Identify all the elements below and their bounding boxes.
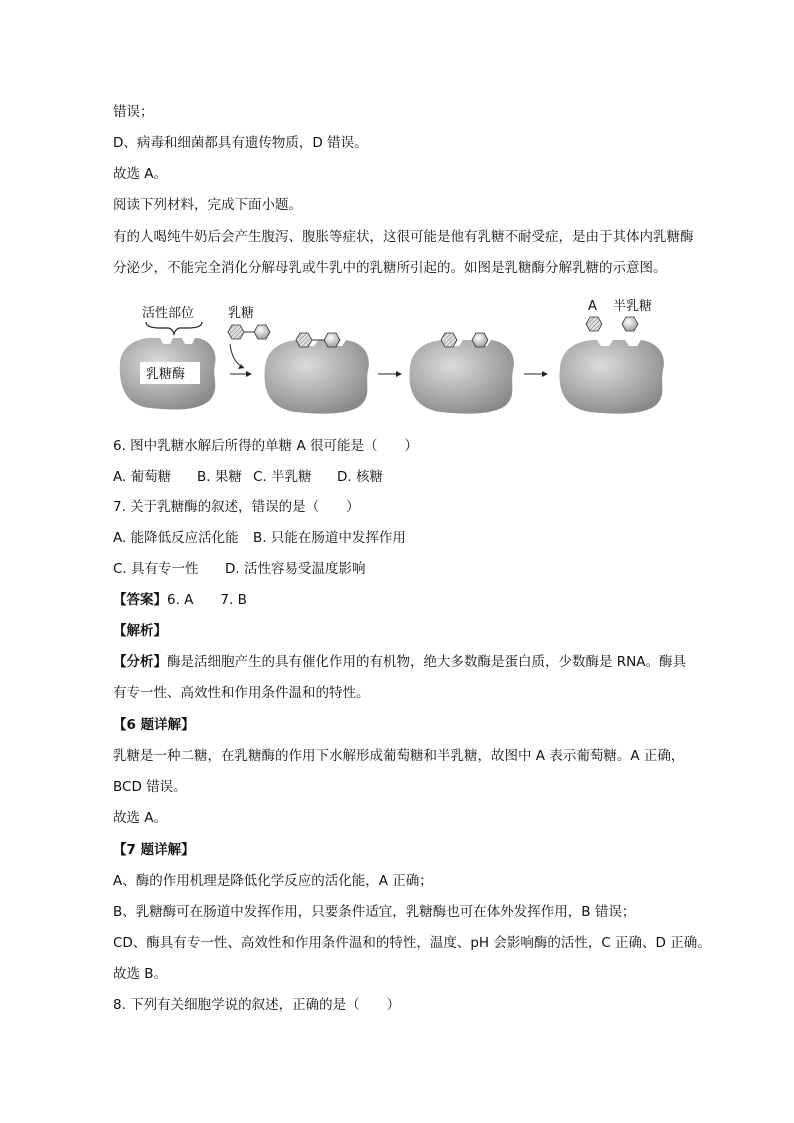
active-site-label: 活性部位 [142,306,195,321]
question-6-stem: 6. 图中乳糖水解后所得的单糖 A 很可能是（ ） [113,438,418,454]
text-line: 故选 A。 [113,166,168,182]
detail-7-b: B、乳糖酶可在肠道中发挥作用，只要条件适宜，乳糖酶也可在体外发挥作用，B 错误； [113,904,636,920]
answer-line [113,590,247,610]
product-a-molecule [586,317,602,331]
analysis-tag: 【解析】 [113,623,167,639]
material-paragraph: 有的人喝纯牛奶后会产生腹泻、腹胀等症状，这很可能是他有乳糖不耐受症，是由于其体内乳糖酶分泌少，不能完全消化分解母乳或牛乳中的乳糖所引起的。如图是乳糖酶分解乳糖的示意图。 [113,229,694,276]
galactose-molecule [622,317,638,331]
enzyme-free [559,340,663,414]
detail-7-tag: 【7 题详解】 [113,842,195,858]
lactose-label: 乳糖 [228,306,255,321]
detail-7-conclusion: 故选 B。 [113,966,168,982]
option-c: C. 具有专一性 [113,561,199,577]
text-line: 阅读下列材料，完成下面小题。 [113,197,302,213]
analysis-paragraph [113,647,698,709]
option-d: D. 核糖 [337,469,383,485]
arrow-head [542,371,548,377]
curved-arrow [230,344,244,368]
detail-7-cd: CD、酶具有专一性、高效性和作用条件温和的特性，温度、pH 会影响酶的活性，C 正确、D 正确。 [113,935,711,951]
arrow-head [396,371,402,377]
question-7-options-row1 [113,528,406,548]
answer-tag: 【答案】 [113,592,167,608]
product-a-label: A [588,299,597,314]
fenxi-text: 酶是活细胞产生的具有催化作用的有机物，绝大多数酶是蛋白质，少数酶是 RNA。酶具有专一性、高效性和作用条件温和的特性。 [113,654,687,701]
question-7-options-row2 [113,559,365,579]
detail-7-a: A、酶的作用机理是降低化学反应的活化能，A 正确； [113,873,433,889]
text-line: 错误； [113,104,154,120]
question-8-stem: 8. 下列有关细胞学说的叙述，正确的是（ ） [113,997,401,1013]
option-a: A. 能降低反应活化能 [113,530,239,546]
question-6-options [113,467,383,487]
option-d: D. 活性容易受温度影响 [225,561,366,577]
text-line: D、病毒和细菌都具有遗传物质，D 错误。 [113,135,368,151]
option-b: B. 果糖 [197,469,242,485]
option-c: C. 半乳糖 [253,469,312,485]
option-a: A. 葡萄糖 [113,469,172,485]
galactose-label: 半乳糖 [613,299,653,314]
enzyme-label: 乳糖酶 [146,367,186,382]
lactase-diagram [110,292,670,417]
arrow-head [246,371,252,377]
enzyme-product-complex [409,333,513,414]
enzyme-substrate-complex [264,333,368,414]
answer-text: 6. A 7. B [167,592,247,608]
option-b: B. 只能在肠道中发挥作用 [253,530,406,546]
fenxi-tag: 【分析】 [113,654,167,670]
detail-6-conclusion: 故选 A。 [113,810,168,826]
detail-6-tag: 【6 题详解】 [113,717,195,733]
active-site-brace [146,322,202,334]
question-7-stem: 7. 关于乳糖酶的叙述，错误的是（ ） [113,499,360,515]
detail-6-paragraph: 乳糖是一种二糖，在乳糖酶的作用下水解形成葡萄糖和半乳糖，故图中 A 表示葡萄糖。A 正确，BCD 错误。 [113,748,685,795]
lactose-molecule [228,325,270,339]
